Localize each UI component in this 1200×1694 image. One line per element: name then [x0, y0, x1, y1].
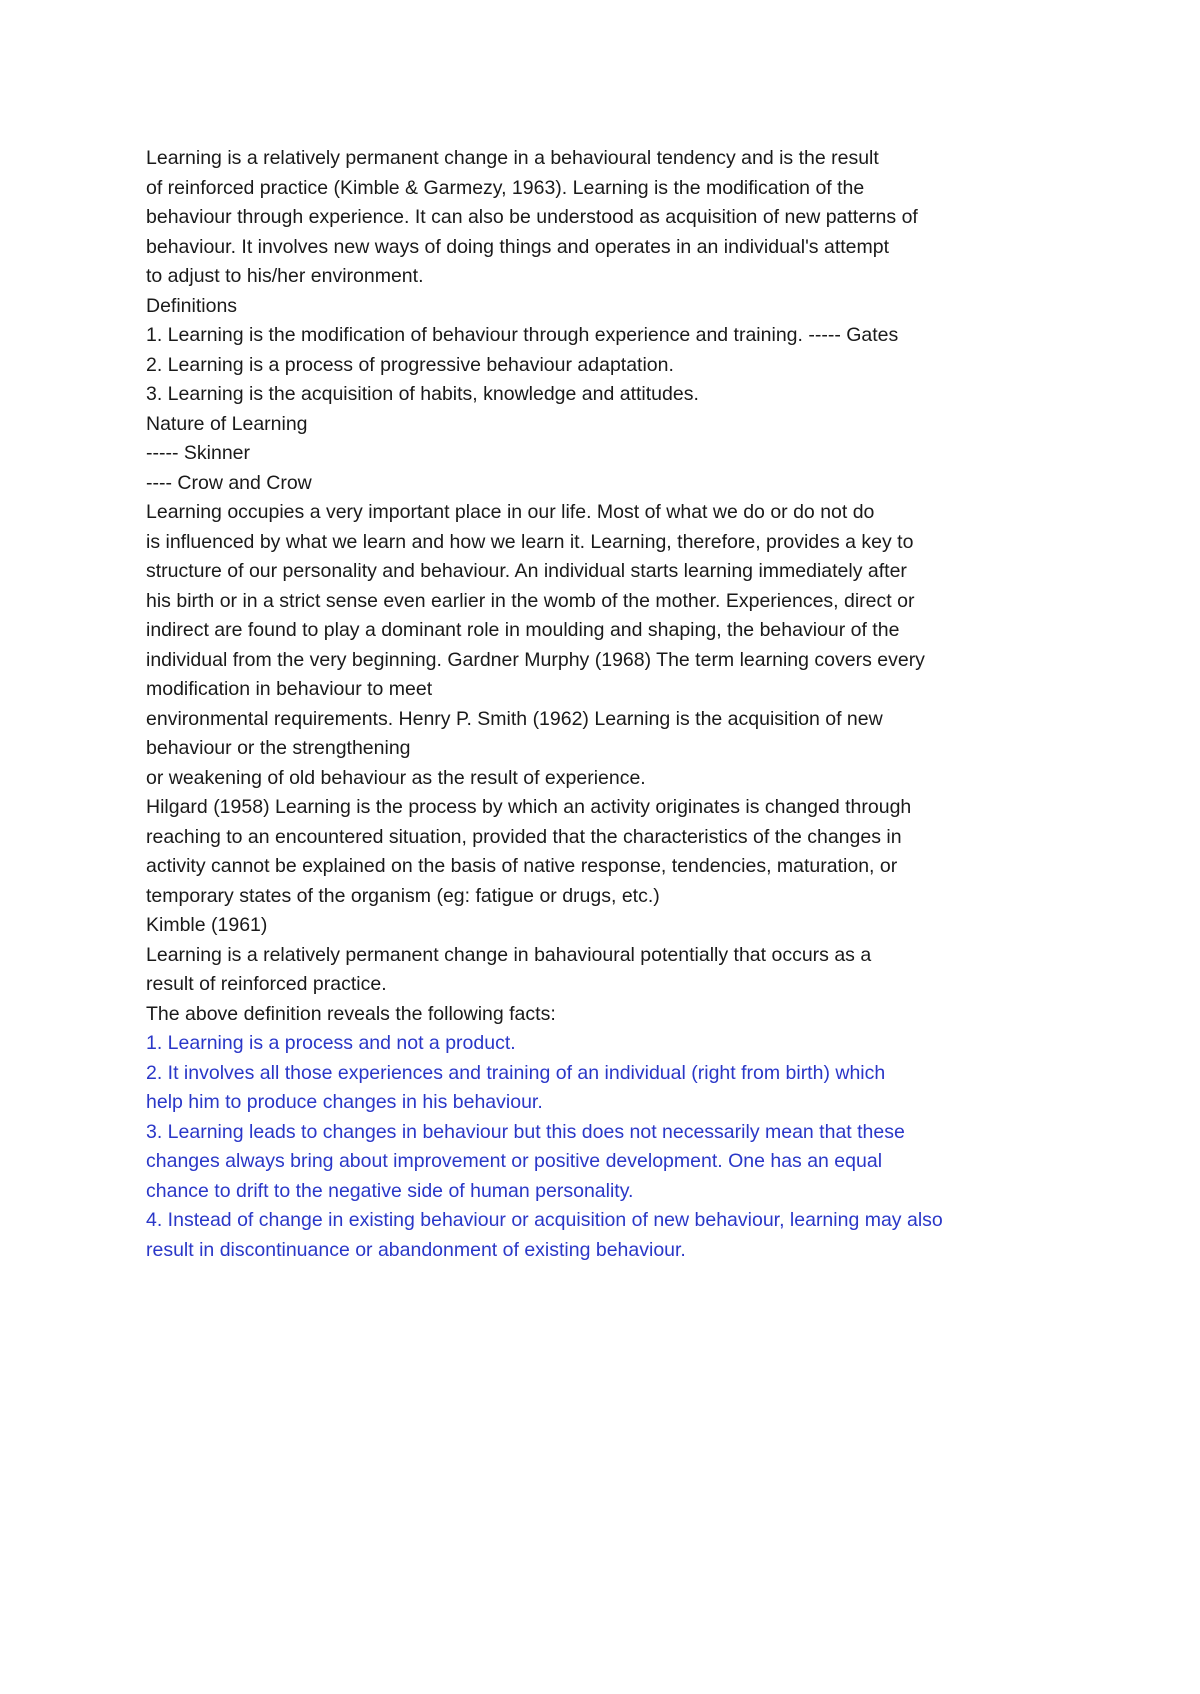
text-line: temporary states of the organism (eg: fatigue or drugs, etc.) [146, 884, 660, 907]
text-line: Kimble (1961) [146, 914, 268, 936]
text-line: behaviour. It involves new ways of doing things and operates in an individual's attempt [146, 235, 890, 258]
text-line: or weakening of old behaviour as the result of experience. [146, 766, 646, 789]
highlighted-text-line: 4. Instead of change in existing behaviour or acquisition of new behaviour, learning may also [146, 1209, 943, 1231]
text-line: his birth or in a strict sense even earlier in the womb of the mother. Experiences, direct or [146, 589, 915, 612]
text-line: Definitions [146, 294, 238, 317]
text-line: structure of our personality and behaviour. An individual starts learning immediately after [146, 560, 907, 582]
text-line: Learning is a relatively permanent change in bahavioural potentially that occurs as a [146, 943, 872, 966]
highlighted-text-line: 2. It involves all those experiences and training of an individual (right from birth) which [146, 1061, 886, 1084]
text-line: reaching to an encountered situation, provided that the characteristics of the changes in [146, 825, 902, 848]
text-line: activity cannot be explained on the basis of native response, tendencies, maturation, or [146, 855, 898, 877]
text-line: ----- Skinner [146, 442, 251, 464]
text-line: result of reinforced practice. [146, 973, 387, 995]
text-line: behaviour or the strengthening [146, 737, 411, 759]
text-line: modification in behaviour to meet [146, 678, 433, 700]
text-line: individual from the very beginning. Gardner Murphy (1968) The term learning covers every [146, 648, 925, 671]
text-line: ---- Crow and Crow [146, 471, 312, 494]
highlighted-text-line: result in discontinuance or abandonment of existing behaviour. [146, 1238, 686, 1261]
text-line: indirect are found to play a dominant role in moulding and shaping, the behaviour of the [146, 619, 900, 641]
text-line: Hilgard (1958) Learning is the process by which an activity originates is changed through [146, 796, 912, 818]
text-line: of reinforced practice (Kimble & Garmezy, 1963). Learning is the modification of the [146, 176, 865, 199]
text-line: is influenced by what we learn and how we learn it. Learning, therefore, provides a key to [146, 530, 914, 553]
highlighted-text-line: chance to drift to the negative side of human personality. [146, 1179, 634, 1202]
text-line: 3. Learning is the acquisition of habits, knowledge and attitudes. [146, 383, 699, 405]
highlighted-text-line: changes always bring about improvement or positive development. One has an equal [146, 1150, 883, 1172]
highlighted-text-line: 1. Learning is a process and not a product. [146, 1032, 516, 1054]
document-body [146, 144, 1086, 1265]
text-line: 2. Learning is a process of progressive behaviour adaptation. [146, 353, 674, 376]
text-line: behaviour through experience. It can also be understood as acquisition of new patterns of [146, 206, 918, 228]
text-line: Nature of Learning [146, 412, 308, 435]
text-line: environmental requirements. Henry P. Smith (1962) Learning is the acquisition of new [146, 707, 883, 730]
text-line: 1. Learning is the modification of behaviour through experience and training. ----- Gates [146, 324, 899, 346]
text-line: to adjust to his/her environment. [146, 265, 424, 287]
text-line: The above definition reveals the following facts: [146, 1002, 556, 1025]
text-line: Learning occupies a very important place in our life. Most of what we do or do not do [146, 501, 875, 523]
highlighted-text-line: 3. Learning leads to changes in behaviour but this does not necessarily mean that these [146, 1120, 905, 1143]
highlighted-text-line: help him to produce changes in his behaviour. [146, 1091, 543, 1113]
text-line: Learning is a relatively permanent change in a behavioural tendency and is the result [146, 147, 879, 169]
